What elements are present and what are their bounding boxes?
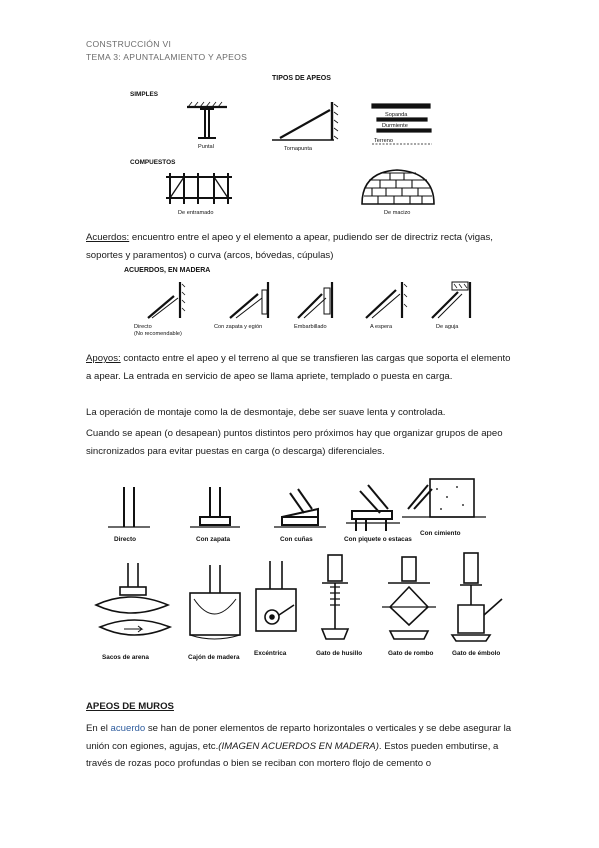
acuerdo-aguja-drawing [432, 282, 470, 318]
puntal-drawing [187, 102, 227, 138]
sacos-apoyo-caption: Sacos de arena [102, 654, 149, 661]
apoyo-husillo-drawing [322, 555, 348, 639]
topic-title: TEMA 3: APUNTALAMIENTO Y APEOS [86, 52, 248, 62]
apoyo-cimiento-drawing [402, 479, 486, 517]
simples-label: SIMPLES [130, 91, 159, 98]
compuestos-label: COMPUESTOS [130, 159, 176, 166]
acuerdo-directo-drawing [148, 282, 185, 318]
montaje-paragraph: La operación de montaje como la de desmontaje, debe ser suave lenta y controlada. [86, 407, 446, 418]
piquete-apoyo-caption: Con piquete o estacas [344, 536, 412, 543]
zapata-apoyo-caption: Con zapata [196, 536, 231, 543]
puntal-caption: Puntal [198, 144, 214, 150]
apoyo-excentrica-drawing [256, 561, 296, 631]
entramado-drawing [166, 173, 232, 204]
aguja-caption: De aguja [436, 324, 459, 330]
embolo-apoyo-caption: Gato de émbolo [452, 650, 501, 657]
apoyo-sacos-drawing [96, 563, 170, 635]
macizo-drawing [362, 170, 434, 204]
sincronizados-paragraph: Cuando se apean (o desapean) puntos distintos pero próximos hay que organizar grupos de apeo sincronizados para evitar puestas en carga (o descarga) diferenciales. [86, 428, 503, 457]
cajon-apoyo-caption: Cajón de madera [188, 654, 240, 661]
husillo-apoyo-caption: Gato de husillo [316, 650, 363, 657]
apoyo-embolo-drawing [452, 553, 502, 641]
acuerdo-espera-drawing [366, 282, 407, 318]
directo-apoyo-caption: Directo [114, 536, 137, 543]
muros-italic-note: (IMAGEN ACUERDOS EN MADERA) [218, 740, 379, 752]
apoyo-directo-drawing [108, 487, 150, 527]
durmiente-caption: Durmiente [382, 123, 408, 129]
acuerdos-text: encuentro entre el apeo y el elemento a apear, pudiendo ser de directriz recta (vigas, soportes y paramentos) o curva (arcos, bóvedas, cúpulas) [86, 232, 493, 261]
acuerdo-zapata-drawing [230, 282, 268, 318]
sopanda-caption: Sopanda [385, 112, 408, 118]
cimiento-apoyo-caption: Con cimiento [420, 530, 461, 537]
acuerdo-embarbillado-drawing [298, 282, 332, 318]
rombo-apoyo-caption: Gato de rombo [388, 650, 434, 657]
muros-prefix: En el [86, 723, 111, 734]
muros-suffix: . Estos pueden embutirse, a través de rozas poco profundas o bien se reciban con mortero flojo de cemento o [86, 740, 499, 769]
apoyos-paragraph [86, 350, 516, 385]
directo-caption: Directo [134, 324, 152, 330]
acuerdos-term: Acuerdos: [86, 232, 130, 243]
macizo-caption: De macizo [384, 210, 411, 216]
cunas-apoyo-caption: Con cuñas [280, 536, 313, 543]
apoyo-cunas-drawing [274, 489, 326, 527]
page-header [86, 38, 247, 64]
apoyo-piquete-drawing [346, 485, 400, 531]
apoyo-cajon-drawing [190, 565, 240, 639]
figure-acuerdos-en-madera [118, 264, 498, 344]
muros-paragraph [86, 720, 516, 773]
muros-middle: se han de poner elementos de reparto horizontales o verticales y se debe asegurar la unión con egiones, agujas, etc. [86, 723, 512, 752]
figure-tipos-de-apeos [122, 72, 467, 222]
apoyos-text: contacto entre el apeo y el terreno al que se transfieren las cargas que soporta el elemento a apear. La entrada en servicio de apeo se llama apriete, templado o puesta en carga. [86, 353, 511, 382]
acuerdos-paragraph [86, 229, 516, 264]
entramado-caption: De entramado [178, 210, 214, 216]
apoyo-zapata-drawing [190, 487, 240, 527]
zapata-caption: Con zapata y egión [214, 324, 263, 330]
tornapunta-caption: Tornapunta [284, 146, 312, 152]
acuerdos-figure-title: ACUERDOS, EN MADERA [124, 267, 211, 274]
directo-note: (No recomendable) [134, 331, 182, 337]
acuerdo-link[interactable]: acuerdo [110, 723, 146, 734]
apoyos-term: Apoyos: [86, 353, 121, 364]
apoyo-rombo-drawing [382, 557, 436, 639]
tornapunta-drawing [272, 102, 338, 140]
espera-caption: A espera [370, 324, 393, 330]
excentrica-apoyo-caption: Excéntrica [254, 650, 287, 657]
terreno-caption: Terreno [374, 138, 393, 144]
section-title-apeos-muros: APEOS DE MUROS [86, 701, 174, 712]
figure-tipos-de-apoyo [90, 465, 510, 665]
tipos-title: TIPOS DE APEOS [272, 75, 331, 82]
embarbillado-caption: Embarbillado [294, 324, 327, 330]
course-title: CONSTRUCCIÓN VI [86, 39, 172, 49]
